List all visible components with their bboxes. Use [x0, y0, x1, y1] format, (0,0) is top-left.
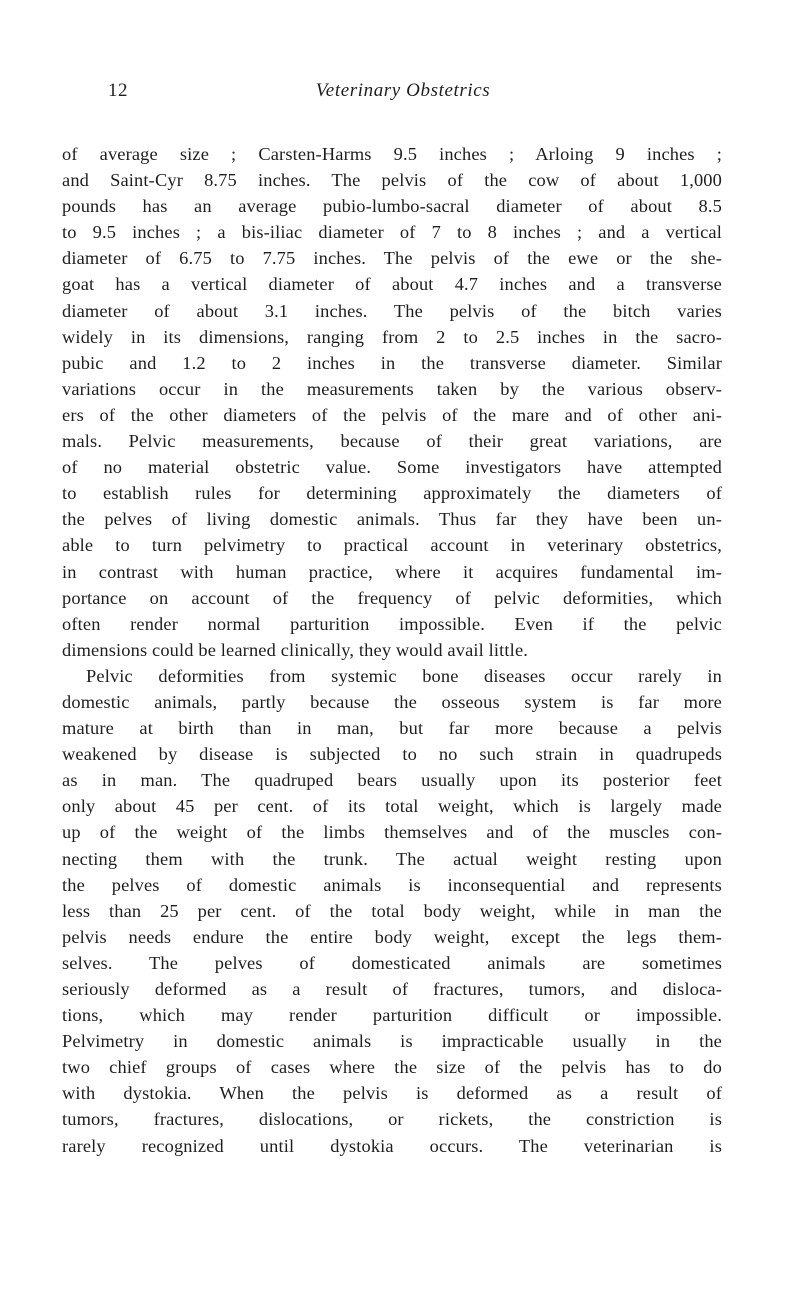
text-line: often render normal parturition impossible. Even if the pelvic — [62, 613, 722, 634]
body-text — [62, 141, 722, 1159]
text-line: mals. Pelvic measurements, because of their great variations, are — [62, 431, 722, 452]
text-line: variations occur in the measurements taken by the various observ- — [62, 378, 722, 399]
text-line: pelvis needs endure the entire body weight, except the legs them- — [62, 926, 722, 947]
text-line: Pelvimetry in domestic animals is impracticable usually in the — [62, 1031, 722, 1052]
page-number: 12 — [108, 80, 128, 101]
text-line: up of the weight of the limbs themselves and of the muscles con- — [62, 822, 722, 843]
text-line: with dystokia. When the pelvis is deformed as a result of — [62, 1083, 722, 1104]
text-line: pubic and 1.2 to 2 inches in the transverse diameter. Similar — [62, 352, 722, 373]
running-title: Veterinary Obstetrics — [315, 80, 491, 101]
text-line: ers of the other diameters of the pelvis of the mare and of other ani- — [62, 404, 722, 425]
text-line: less than 25 per cent. of the total body weight, while in man the — [62, 900, 722, 921]
text-line: selves. The pelves of domesticated animals are sometimes — [62, 952, 722, 973]
text-line: only about 45 per cent. of its total weight, which is largely made — [62, 796, 722, 817]
text-line: to establish rules for determining approximately the diameters of — [62, 483, 722, 504]
text-line: of average size ; Carsten-Harms 9.5 inches ; Arloing 9 inches ; — [62, 144, 722, 164]
text-line: domestic animals, partly because the osseous system is far more — [62, 691, 722, 712]
text-line: of no material obstetric value. Some investigators have attempted — [62, 457, 722, 478]
text-line: in contrast with human practice, where it acquires fundamental im- — [62, 561, 722, 582]
text-line: necting them with the trunk. The actual weight resting upon — [62, 848, 722, 869]
text-line: the pelves of domestic animals is inconsequential and represents — [62, 874, 722, 895]
text-line: two chief groups of cases where the size of the pelvis has to do — [62, 1057, 722, 1078]
text-line: portance on account of the frequency of pelvic deformities, which — [62, 587, 722, 608]
text-line: able to turn pelvimetry to practical account in veterinary obstetrics, — [62, 535, 722, 556]
text-line: weakened by disease is subjected to no such strain in quadrupeds — [62, 744, 722, 765]
text-line: as in man. The quadruped bears usually upon its posterior feet — [62, 770, 722, 791]
text-line: and Saint-Cyr 8.75 inches. The pelvis of the cow of about 1,000 — [62, 170, 722, 191]
text-line: seriously deformed as a result of fractures, tumors, and disloca- — [62, 979, 722, 999]
text-line: mature at birth than in man, but far more because a pelvis — [62, 718, 722, 739]
text-line: diameter of about 3.1 inches. The pelvis of the bitch varies — [62, 300, 722, 321]
text-line: goat has a vertical diameter of about 4.7 inches and a transverse — [62, 274, 722, 295]
text-line: pounds has an average pubio-lumbo-sacral diameter of about 8.5 — [62, 196, 722, 217]
text-line: widely in its dimensions, ranging from 2 to 2.5 inches in the sacro- — [62, 326, 722, 347]
text-line: dimensions could be learned clinically, they would avail little. — [62, 639, 529, 660]
page-header — [108, 80, 698, 110]
text-line: tumors, fractures, dislocations, or rickets, the constriction is — [62, 1109, 722, 1130]
paragraph-start-line: Pelvic deformities from systemic bone diseases occur rarely in — [86, 665, 722, 686]
text-line: diameter of 6.75 to 7.75 inches. The pelvis of the ewe or the she- — [62, 248, 722, 269]
text-line: the pelves of living domestic animals. Thus far they have been un- — [62, 509, 722, 530]
text-line: rarely recognized until dystokia occurs. The veterinarian is — [62, 1135, 722, 1156]
text-line: tions, which may render parturition difficult or impossible. — [62, 1005, 722, 1026]
text-line: to 9.5 inches ; a bis-iliac diameter of 7 to 8 inches ; and a vertical — [62, 222, 722, 243]
